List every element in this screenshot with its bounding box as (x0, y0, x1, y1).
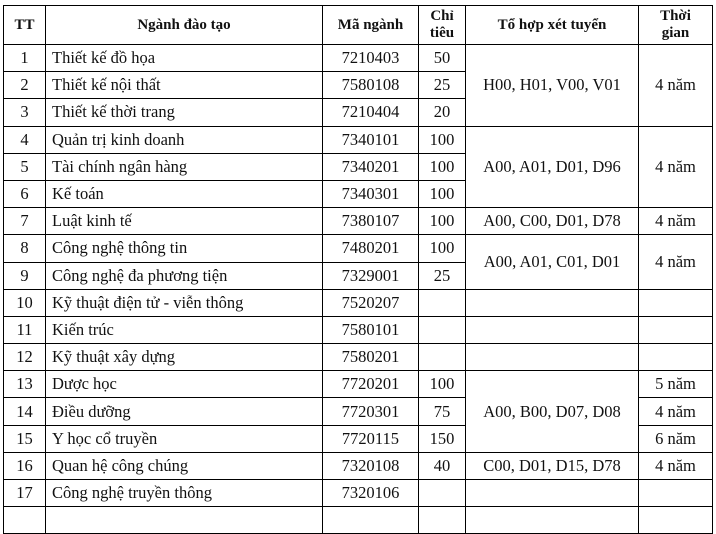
study-duration (639, 480, 713, 507)
program-name: Công nghệ đa phương tiện (46, 262, 323, 289)
quota: 100 (419, 371, 466, 398)
program-name: Y học cổ truyền (46, 425, 323, 452)
row-number: 2 (4, 72, 46, 99)
program-code: 7320108 (323, 452, 419, 479)
study-duration (639, 344, 713, 371)
quota: 25 (419, 72, 466, 99)
row-number: 5 (4, 153, 46, 180)
program-name: Kiến trúc (46, 316, 323, 343)
row-number: 15 (4, 425, 46, 452)
quota (419, 480, 466, 507)
program-name: Kế toán (46, 180, 323, 207)
header-name: Ngành đào tạo (46, 6, 323, 45)
program-name: Tài chính ngân hàng (46, 153, 323, 180)
table-row (4, 371, 713, 398)
table-row (4, 289, 713, 316)
quota (419, 289, 466, 316)
study-duration: 4 năm (639, 208, 713, 235)
table-row (4, 126, 713, 153)
program-code: 7329001 (323, 262, 419, 289)
quota (419, 316, 466, 343)
subject-combination (466, 480, 639, 507)
program-name: Quản trị kinh doanh (46, 126, 323, 153)
program-code: 7580108 (323, 72, 419, 99)
row-number: 13 (4, 371, 46, 398)
study-duration (639, 289, 713, 316)
admission-table (3, 5, 713, 534)
program-name: Thiết kế nội thất (46, 72, 323, 99)
program-name: Công nghệ truyền thông (46, 480, 323, 507)
table-row (4, 316, 713, 343)
quota: 150 (419, 425, 466, 452)
header-code: Mã ngành (323, 6, 419, 45)
study-duration: 4 năm (639, 235, 713, 289)
header-row (4, 6, 713, 45)
subject-combination: A00, A01, D01, D96 (466, 126, 639, 208)
program-code: 7580101 (323, 316, 419, 343)
table-row (4, 235, 713, 262)
subject-combination: A00, B00, D07, D08 (466, 371, 639, 453)
row-number: 4 (4, 126, 46, 153)
program-code: 7380107 (323, 208, 419, 235)
study-duration: 4 năm (639, 452, 713, 479)
study-duration: 4 năm (639, 45, 713, 127)
program-code: 7720301 (323, 398, 419, 425)
program-name: Kỹ thuật xây dựng (46, 344, 323, 371)
program-name: Thiết kế đồ họa (46, 45, 323, 72)
program-code: 7210403 (323, 45, 419, 72)
header-duration-line1: Thời (660, 8, 691, 24)
row-number: 3 (4, 99, 46, 126)
row-number: 17 (4, 480, 46, 507)
header-quota-line2: tiêu (429, 25, 455, 41)
subject-combination: A00, A01, C01, D01 (466, 235, 639, 289)
quota: 100 (419, 180, 466, 207)
quota: 100 (419, 235, 466, 262)
program-name: Thiết kế thời trang (46, 99, 323, 126)
study-duration: 4 năm (639, 398, 713, 425)
table-row (4, 208, 713, 235)
row-number: 7 (4, 208, 46, 235)
row-number: 16 (4, 452, 46, 479)
program-name: Dược học (46, 371, 323, 398)
program-code: 7580201 (323, 344, 419, 371)
row-number: 12 (4, 344, 46, 371)
quota: 100 (419, 153, 466, 180)
study-duration (639, 316, 713, 343)
subject-combination: A00, C00, D01, D78 (466, 208, 639, 235)
program-code: 7480201 (323, 235, 419, 262)
program-code: 7340101 (323, 126, 419, 153)
row-number: 8 (4, 235, 46, 262)
table-row (4, 344, 713, 371)
row-number: 1 (4, 45, 46, 72)
program-code: 7340301 (323, 180, 419, 207)
quota: 50 (419, 45, 466, 72)
quota: 100 (419, 208, 466, 235)
program-name: Luật kinh tế (46, 208, 323, 235)
row-number: 6 (4, 180, 46, 207)
row-number: 10 (4, 289, 46, 316)
program-code: 7720201 (323, 371, 419, 398)
row-number: 9 (4, 262, 46, 289)
quota (419, 344, 466, 371)
study-duration: 4 năm (639, 126, 713, 208)
subject-combination: C00, D01, D15, D78 (466, 452, 639, 479)
program-code: 7340201 (323, 153, 419, 180)
study-duration: 5 năm (639, 371, 713, 398)
table-row (4, 45, 713, 72)
program-code: 7720115 (323, 425, 419, 452)
header-tt: TT (4, 6, 46, 45)
quota: 25 (419, 262, 466, 289)
header-duration-line2: gian (661, 25, 690, 41)
program-name: Kỹ thuật điện tử - viễn thông (46, 289, 323, 316)
study-duration: 6 năm (639, 425, 713, 452)
row-number: 14 (4, 398, 46, 425)
program-name: Điều dưỡng (46, 398, 323, 425)
table-row (4, 480, 713, 507)
quota: 75 (419, 398, 466, 425)
subject-combination: H00, H01, V00, V01 (466, 45, 639, 127)
quota: 100 (419, 126, 466, 153)
program-code: 7210404 (323, 99, 419, 126)
header-duration (639, 6, 713, 45)
header-quota (419, 6, 466, 45)
quota: 40 (419, 452, 466, 479)
header-quota-line1: Chỉ (430, 8, 454, 24)
program-name: Quan hệ công chúng (46, 452, 323, 479)
program-code: 7520207 (323, 289, 419, 316)
subject-combination (466, 344, 639, 371)
program-code: 7320106 (323, 480, 419, 507)
table-row (4, 452, 713, 479)
header-combo: Tổ hợp xét tuyển (466, 6, 639, 45)
subject-combination (466, 289, 639, 316)
subject-combination (466, 316, 639, 343)
program-name: Công nghệ thông tin (46, 235, 323, 262)
quota: 20 (419, 99, 466, 126)
row-number: 11 (4, 316, 46, 343)
